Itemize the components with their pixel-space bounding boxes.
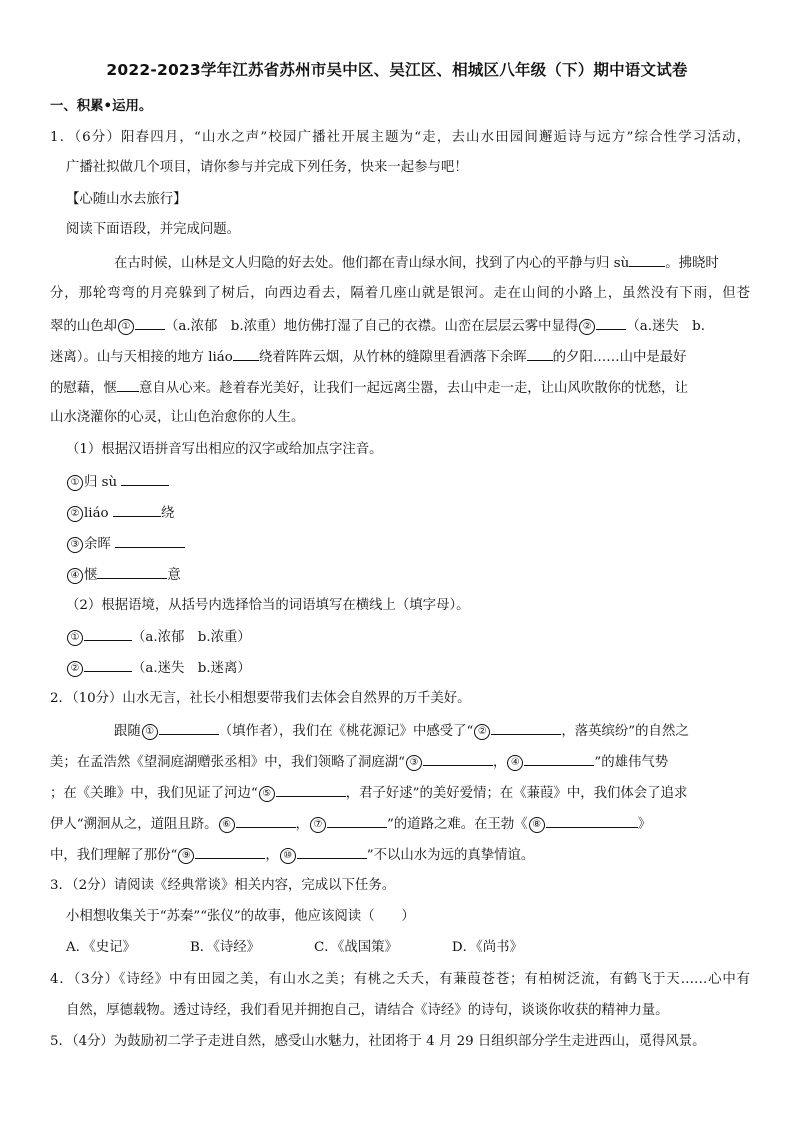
- q1-passage-line-5: 的慰藉，惬 意自从心来。趁着春光美好，让我们一起远离尘嚣，去山中走一走，让山风吹散你的忧愁，让: [50, 377, 750, 397]
- blank[interactable]: [233, 346, 259, 361]
- q1-sub1-prompt: （1）根据汉语拼音写出相应的汉字或给加点字注音。: [66, 442, 383, 457]
- q1-line-2: 广播社拟做几个项目，请你参与并完成下列任务，快来一起参与吧！: [66, 160, 468, 175]
- q4-line-2: 自然，厚德载物。透过诗经，我们看见并拥抱自己，请结合《诗经》的诗句，谈谈你收获的精神力量。: [66, 1003, 669, 1018]
- q1-bracket-title: 【心随山水去旅行】: [66, 192, 187, 207]
- blank[interactable]: [327, 813, 387, 828]
- q1-sub2-item-2: ② （a.迷失 b.迷离）: [66, 657, 766, 677]
- blank[interactable]: [491, 720, 561, 735]
- blank[interactable]: [195, 844, 265, 859]
- answer-blank[interactable]: [113, 502, 161, 517]
- q2-passage-line-2: 美；在孟浩然《望洞庭湖赠张丞相》中，我们领略了洞庭湖“ ③ ， ④ ”的雄伟气势: [50, 751, 750, 771]
- blank[interactable]: [159, 720, 219, 735]
- option-d[interactable]: D．《尚书》: [451, 940, 523, 955]
- q1-read-instruction: 阅读下面语段，并完成问题。: [66, 222, 241, 237]
- q3-line-1: 3．（2分）请阅读《经典常谈》相关内容，完成以下任务。: [50, 878, 396, 893]
- page-title: 2022-2023学年江苏省苏州市吴中区、吴江区、相城区八年级（下）期中语文试卷: [106, 61, 688, 79]
- blank[interactable]: [596, 315, 626, 330]
- q1-sub2-item-1: ① （a.浓郁 b.浓重）: [66, 626, 766, 646]
- answer-blank[interactable]: [115, 533, 185, 548]
- blank[interactable]: [236, 813, 296, 828]
- q1-passage-line-3: 翠的山色却 ① （a.浓郁 b.浓重）地仿佛打湿了自己的衣襟。山峦在层层云雾中显得 ② （a.迷失 b.: [50, 315, 750, 335]
- q5-line-1: 5．（4分）为鼓励初二学子走进自然，感受山水魅力，社团将于 4 月 29 日组织部分学生走进西山，觅得风景。: [50, 1034, 706, 1049]
- q1-sub1-item-3: ③ 余晖: [66, 533, 766, 553]
- q1-line-1: 1．（6分）阳春四月，“山水之声”校园广播社开展主题为“走，去山水田园间邂逅诗与远方”综合性学习活动，: [50, 130, 750, 145]
- q1-sub1-item-2: ② liáo 绕: [66, 502, 766, 522]
- option-a[interactable]: A．《史记》: [66, 940, 136, 955]
- option-c[interactable]: C．《战国策》: [314, 940, 398, 955]
- q3-line-2: 小相想收集关于“苏秦”“张仪”的故事，他应该阅读（ ）: [66, 909, 415, 924]
- q1-sub1-item-1: ① 归 sù: [66, 471, 766, 491]
- blank[interactable]: [297, 844, 367, 859]
- q2-passage-line-5: 中，我们理解了那份“ ⑨ ， ⑩ ”不以山水为远的真挚情谊。: [50, 844, 750, 864]
- blank[interactable]: [546, 813, 638, 828]
- option-b[interactable]: B．《诗经》: [189, 940, 261, 955]
- q1-passage-line-1: 在古时候，山林是文人归隐的好去处。他们都在青山绿水间，找到了内心的平静与归 sù 。拂晓时: [114, 252, 750, 272]
- blank[interactable]: [117, 377, 139, 392]
- blank[interactable]: [276, 782, 346, 797]
- answer-blank[interactable]: [97, 564, 167, 579]
- blank[interactable]: [629, 252, 665, 267]
- section-heading: 一、积累•运用。: [50, 99, 153, 114]
- q1-sub1-item-4: ④ 惬 意: [66, 564, 766, 584]
- q2-passage-line-3: ；在《关雎》中，我们见证了河边“ ⑤ ，君子好逑”的美好爱情；在《蒹葭》中，我们体会了追求: [50, 782, 750, 802]
- q4-line-1: 4．（3分）《诗经》中有田园之美，有山水之美；有桃之夭夭，有蒹葭苍苍；有柏树泛流，有鹤飞于天……心中有: [50, 972, 750, 987]
- blank[interactable]: [135, 315, 165, 330]
- blank[interactable]: [524, 751, 594, 766]
- q2-line-1: 2．（10分）山水无言，社长小相想要带我们去体会自然界的万千美好。: [50, 691, 471, 706]
- blank[interactable]: [423, 751, 493, 766]
- q2-passage-line-1: 跟随 ① （填作者），我们在《桃花源记》中感受了“ ② ，落英缤纷”的自然之: [114, 720, 750, 740]
- q1-passage-line-2: 分，那轮弯弯的月亮躲到了树后，向西边看去，隔着几座山就是银河。走在山间的小路上，虽然没有下雨，但苍: [50, 286, 750, 301]
- answer-blank[interactable]: [84, 626, 132, 641]
- q1-passage-line-6: 山水浇灌你的心灵，让山色治愈你的人生。: [50, 410, 305, 425]
- blank[interactable]: [527, 346, 553, 361]
- answer-blank[interactable]: [121, 471, 169, 486]
- q3-options: [66, 938, 766, 958]
- q1-sub2-prompt: （2）根据语境，从括号内选择恰当的词语填写在横线上（填字母）。: [66, 598, 470, 613]
- answer-blank[interactable]: [84, 657, 132, 672]
- q2-passage-line-4: 伊人“溯洄从之，道阻且跻。 ⑥ ， ⑦ ”的道路之难。在王勃《 ⑧ 》: [50, 813, 750, 833]
- q1-passage-line-4: 迷离）。山与天相接的地方 liáo 绕着阵阵云烟，从竹林的缝隙里看洒落下余晖 的夕阳……山中是最好: [50, 346, 750, 366]
